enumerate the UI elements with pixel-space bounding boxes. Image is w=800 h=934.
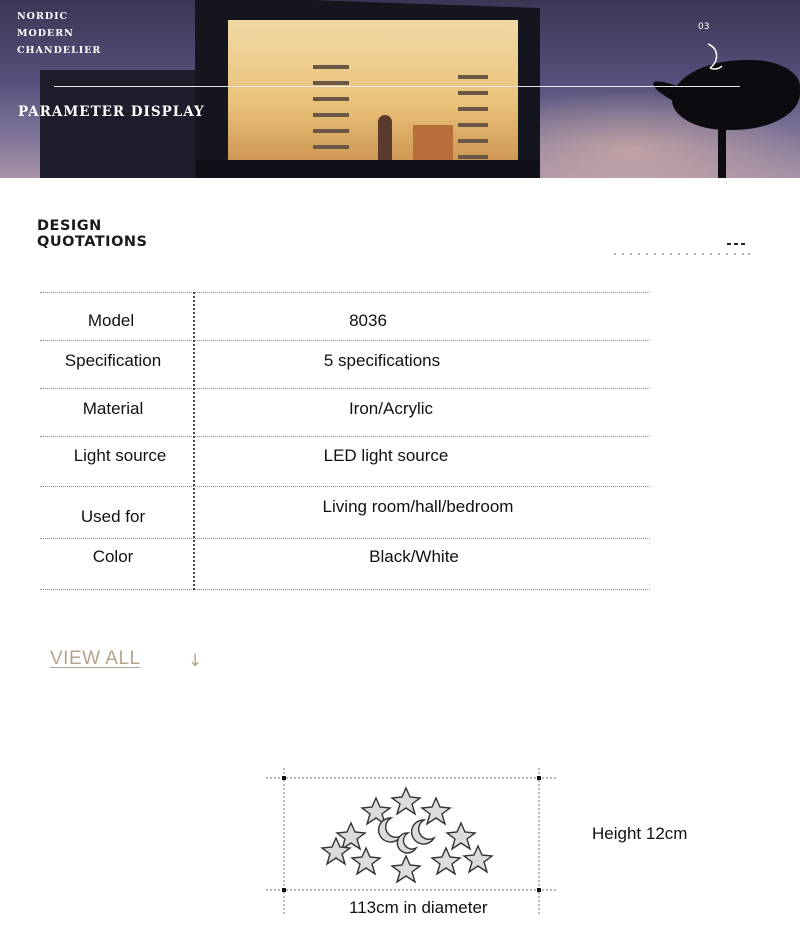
brand-line: MODERN: [17, 28, 74, 39]
column-divider: [193, 292, 195, 590]
spec-label: Light source: [73, 446, 167, 465]
lit-window: [228, 20, 518, 172]
section-title: [37, 218, 147, 250]
spec-label: Used for: [80, 507, 146, 526]
spec-value: Living room/hall/bedroom: [322, 497, 514, 516]
swirl-icon: [702, 40, 724, 76]
row-divider: [40, 538, 650, 539]
spec-label: Model: [87, 311, 135, 330]
building-floor: [195, 160, 540, 178]
brand-name: [17, 8, 101, 59]
person-silhouette: [378, 115, 392, 165]
diameter-label: 113cm in diameter: [349, 898, 488, 917]
dimension-diagram: [266, 768, 558, 918]
section-title-line: QUOTATIONS: [37, 234, 148, 250]
chandelier-icon: [322, 788, 492, 882]
row-divider: [40, 340, 650, 341]
spec-table: [40, 292, 650, 590]
banner-divider: [54, 86, 740, 87]
spec-label: Material: [82, 399, 144, 418]
page-number: 03: [698, 22, 710, 32]
spec-value: LED light source: [323, 446, 449, 465]
row-divider: [40, 292, 650, 293]
height-label: Height 12cm: [592, 824, 688, 843]
section-title-line: DESIGN: [37, 218, 102, 234]
spec-value: 8036: [349, 311, 387, 330]
hero-banner: [0, 0, 800, 178]
spec-label: Color: [92, 547, 134, 566]
row-divider: [40, 388, 650, 389]
spec-value: Black/White: [369, 547, 459, 566]
spec-label: Specification: [64, 351, 162, 370]
window-grille: [313, 65, 349, 172]
dots-ornament-icon: [612, 240, 752, 258]
spec-value: Iron/Acrylic: [348, 399, 434, 418]
banner-heading: PARAMETER DISPLAY: [18, 104, 205, 120]
spec-value: 5 specifications: [323, 351, 441, 370]
row-divider: [40, 589, 650, 590]
brand-line: NORDIC: [17, 11, 69, 22]
row-divider: [40, 436, 650, 437]
palm-trunk: [718, 95, 726, 178]
brand-line: CHANDELIER: [17, 45, 102, 56]
view-all-link[interactable]: VIEW ALL: [50, 648, 141, 669]
row-divider: [40, 486, 650, 487]
arrow-down-icon[interactable]: ↓: [188, 651, 203, 671]
